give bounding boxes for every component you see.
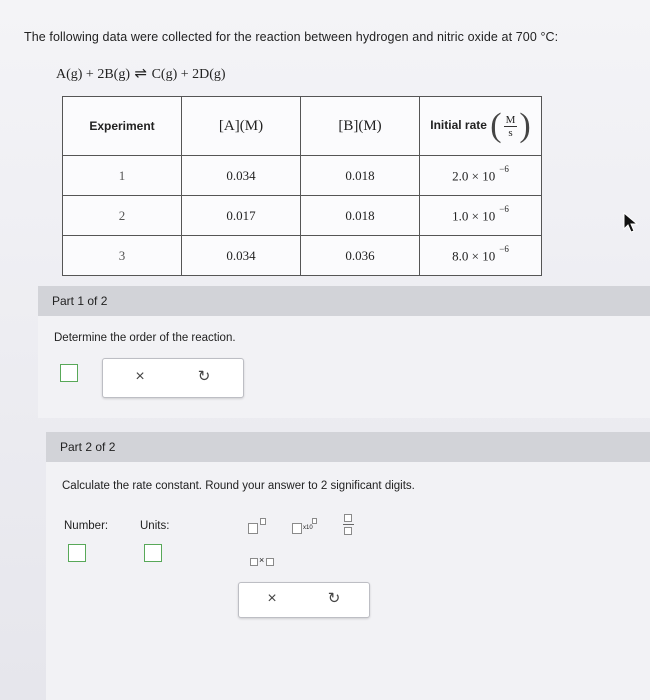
- data-table: [62, 96, 542, 276]
- cell-initial-rate: 8.0 × 10 $^{-6}$: [420, 236, 542, 276]
- cell-experiment: 3: [63, 236, 182, 276]
- times-symbol: ×: [259, 555, 265, 565]
- header-concentration-a: [A](M): [182, 97, 301, 156]
- equilibrium-arrow-icon: ⇌: [134, 64, 148, 82]
- cell-concentration-b: 0.018: [301, 156, 420, 196]
- fraction-tool-icon[interactable]: [343, 514, 355, 538]
- part1-header: [38, 286, 650, 316]
- part2-question: Calculate the rate constant. Round your answer to 2 significant digits.: [62, 480, 415, 492]
- cell-initial-rate: 1.0 × 10 $^{-6}$: [420, 196, 542, 236]
- cell-experiment: 2: [63, 196, 182, 236]
- cell-initial-rate: 2.0 × 10 $^{-6}$: [420, 156, 542, 196]
- part1-label: Part 1 of 2: [52, 294, 108, 308]
- rate-units-fraction: ( $\frac{M}{s}$ ): [490, 107, 531, 144]
- cursor-icon: [622, 212, 640, 234]
- rate-units-denominator: s: [508, 126, 513, 139]
- equation-reactants: A(g) + 2B(g): [56, 67, 130, 82]
- part2-undo-icon[interactable]: ↻: [327, 590, 341, 607]
- problem-intro: The following data were collected for the reaction between hydrogen and nitric oxide at 700 °C:: [24, 30, 559, 44]
- cell-concentration-b: 0.018: [301, 196, 420, 236]
- part2-label: Part 2 of 2: [60, 440, 116, 454]
- part2-body: [46, 462, 650, 700]
- superscript-tool-icon[interactable]: [248, 518, 270, 536]
- x10-label: x10: [303, 525, 313, 531]
- cell-experiment: 1: [63, 156, 182, 196]
- part2-header: [46, 432, 650, 462]
- cell-concentration-a: 0.034: [182, 156, 301, 196]
- multiply-tool-icon[interactable]: [250, 556, 276, 570]
- part1-answer-box[interactable]: [60, 364, 78, 382]
- reaction-equation: [56, 64, 226, 83]
- number-label: Number:: [64, 520, 109, 532]
- cell-concentration-a: 0.034: [182, 236, 301, 276]
- rate-units-numerator: M: [505, 113, 516, 126]
- header-initial-rate: [420, 97, 542, 156]
- table-row: [63, 196, 542, 236]
- cell-concentration-b: 0.036: [301, 236, 420, 276]
- table-row: [63, 156, 542, 196]
- table-row: [63, 236, 542, 276]
- part1-toolbar: [102, 358, 244, 398]
- header-concentration-b: [B](M): [301, 97, 420, 156]
- header-initial-rate-label: Initial rate: [430, 118, 487, 133]
- header-experiment: Experiment: [63, 97, 182, 156]
- cell-concentration-a: 0.017: [182, 196, 301, 236]
- part1-undo-icon[interactable]: ↻: [197, 368, 211, 385]
- part1-clear-icon[interactable]: ×: [135, 368, 145, 385]
- equation-products: C(g) + 2D(g): [151, 67, 226, 82]
- part2-toolbar: [238, 582, 370, 618]
- units-label: Units:: [140, 520, 170, 532]
- part2-clear-icon[interactable]: ×: [267, 590, 277, 607]
- scientific-notation-tool-icon[interactable]: [292, 518, 320, 536]
- table-header-row: [63, 97, 542, 156]
- number-input[interactable]: [68, 544, 86, 562]
- units-input[interactable]: [144, 544, 162, 562]
- part1-question: Determine the order of the reaction.: [54, 332, 236, 344]
